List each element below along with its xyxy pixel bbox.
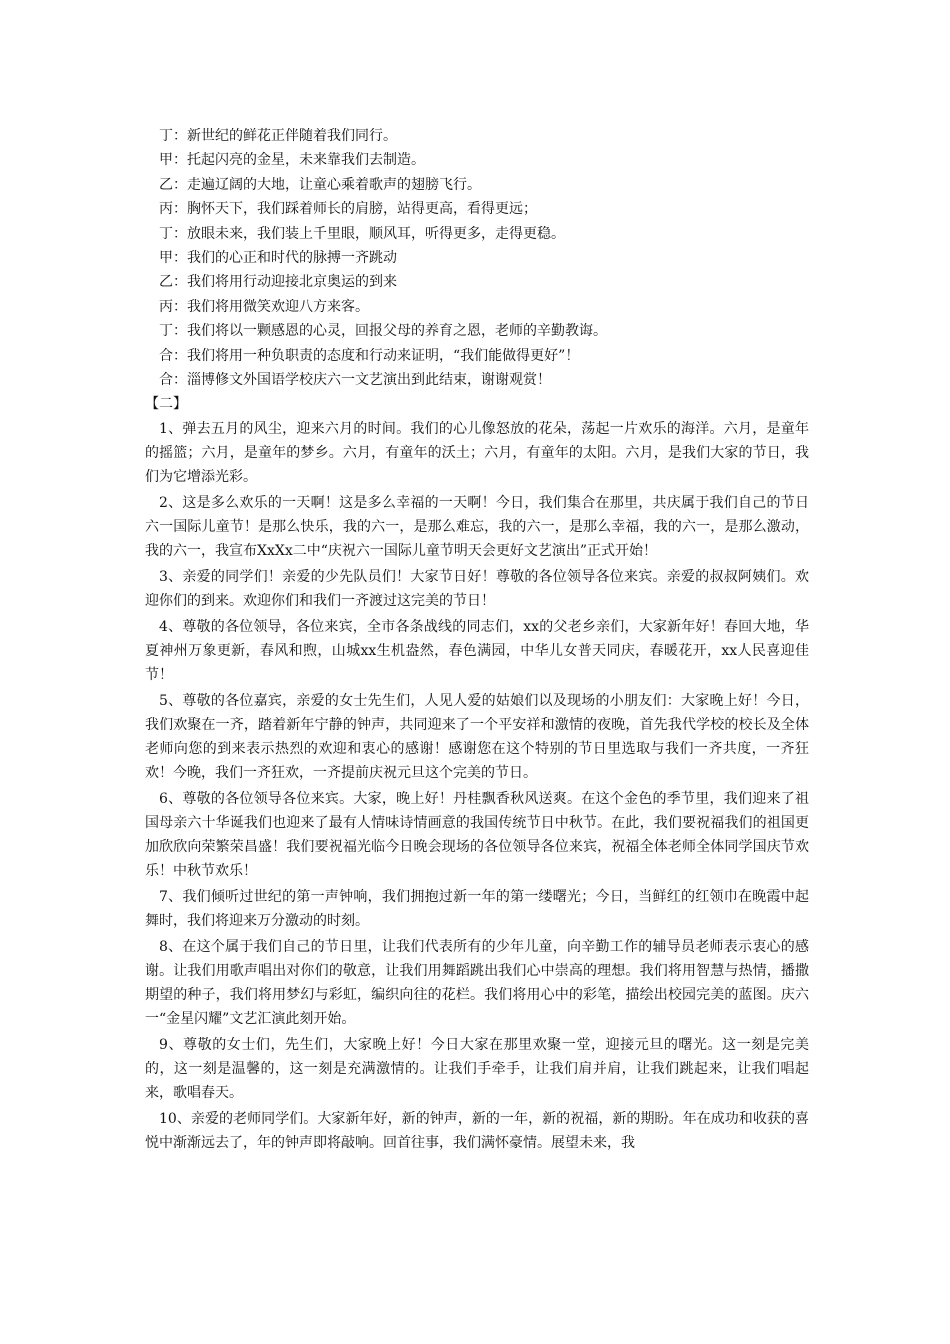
dialogue-line: 丁：新世纪的鲜花正伴随着我们同行。 [159,128,397,144]
dialogue-line: 丙：我们将用微笑欢迎八方来客。 [159,298,369,315]
dialogue-line: 合：我们将用一种负职责的态度和行动来证明，“我们能做得更好”！ [159,347,580,364]
document-page [145,124,809,1157]
paragraph: 7、我们倾听过世纪的第一声钟响，我们拥抱过新一年的第一缕曙光；今日，当鲜红的红领巾在晚霞中起舞时，我们将迎来万分激动的时刻。 [145,888,809,929]
numbered-paragraphs [145,417,809,1155]
dialogue-line: 乙：我们将用行动迎接北京奥运的到来 [159,274,397,291]
paragraph: 5、尊敬的各位嘉宾，亲爱的女士先生们，人见人爱的姑娘们以及现场的小朋友们：大家晚上好！今日，我们欢聚在一齐，踏着新年宁静的钟声，共同迎来了一个平安祥和激情的夜晚，首先我代学校的校长及全体老师向您的到来表示热烈的欢迎和衷心的感谢！感谢您在这个特别的节日里选取与我们一齐共度，一齐狂欢！今晚，我们一齐狂欢，一齐提前庆祝元旦这个完美的节日。 [145,692,809,781]
dialogue-line: 甲：托起闪亮的金星，未来靠我们去制造。 [159,152,425,169]
section-heading: 【二】 [145,396,187,413]
paragraph: 10、亲爱的老师同学们。大家新年好，新的钟声，新的一年，新的祝福，新的期盼。年在成功和收获的喜悦中渐渐远去了，年的钟声即将敲响。回首往事，我们满怀豪情。展望未来，我 [145,1110,809,1151]
paragraph: 9、尊敬的女士们，先生们，大家晚上好！今日大家在那里欢聚一堂，迎接元旦的曙光。这一刻是完美的，这一刻是温馨的，这一刻是充满激情的。让我们手牵手，让我们肩并肩，让我们跳起来，让我们唱起来，歌唱春天。 [145,1036,809,1101]
dialogue-line: 乙：走遍辽阔的大地，让童心乘着歌声的翅膀飞行。 [159,176,481,193]
dialogue-line: 丁：我们将以一颗感恩的心灵，回报父母的养育之恩，老师的辛勤教诲。 [159,323,607,340]
dialogue-line: 甲：我们的心正和时代的脉搏一齐跳动 [159,249,397,266]
dialogue-line: 丁：放眼未来，我们装上千里眼，顺风耳，听得更多，走得更稳。 [159,225,565,242]
paragraph: 2、这是多么欢乐的一天啊！这是多么幸福的一天啊！今日，我们集合在那里，共庆属于我们自己的节日六一国际儿童节！是那么快乐，我的六一，是那么难忘，我的六一，是那么幸福，我的六一，是那么激动，我的六一，我宣布XxXx二中“庆祝六一国际儿童节明天会更好文艺演出”正式开始！ [145,494,809,559]
paragraph: 1、弹去五月的风尘，迎来六月的时间。我们的心儿像怒放的花朵，荡起一片欢乐的海洋。六月，是童年的摇篮；六月，是童年的梦乡。六月，有童年的沃土；六月，有童年的太阳。六月，是我们大家的节日，我们为它增添光彩。 [145,420,809,485]
paragraph: 4、尊敬的各位领导，各位来宾，全市各条战线的同志们，xx的父老乡亲们，大家新年好！春回大地，华夏神州万象更新，春风和煦，山城xx生机盎然，春色满园，中华儿女普天同庆，春暖花开，xx人民喜迎佳节！ [145,618,809,683]
dialogue-line: 合：淄博修文外国语学校庆六一文艺演出到此结束，谢谢观赏！ [159,371,551,388]
paragraph: 8、在这个属于我们自己的节日里，让我们代表所有的少年儿童，向辛勤工作的辅导员老师表示衷心的感谢。让我们用歌声唱出对你们的敬意，让我们用舞蹈跳出我们心中崇高的理想。我们将用智慧与热情，播撒期望的种子，我们将用梦幻与彩虹，编织向往的花栏。我们将用心中的彩笔，描绘出校园完美的蓝图。庆六一“金星闪耀”文艺汇演此刻开始。 [145,938,809,1027]
paragraph: 3、亲爱的同学们！亲爱的少先队员们！大家节日好！尊敬的各位领导各位来宾。亲爱的叔叔阿姨们。欢迎你们的到来。欢迎你们和我们一齐渡过这完美的节日！ [145,568,809,609]
paragraph: 6、尊敬的各位领导各位来宾。大家，晚上好！丹桂飘香秋风送爽。在这个金色的季节里，我们迎来了祖国母亲六十华诞我们也迎来了最有人情味诗情画意的我国传统节日中秋节。在此，我们要祝福我们的祖国更加欣欣向荣繁荣昌盛！我们要祝福光临今日晚会现场的各位领导各位来宾，祝福全体老师全体同学国庆节欢乐！中秋节欢乐！ [145,790,809,879]
dialogue-section [145,124,809,392]
dialogue-line: 丙：胸怀天下，我们踩着师长的肩膀，站得更高，看得更远； [159,201,537,218]
